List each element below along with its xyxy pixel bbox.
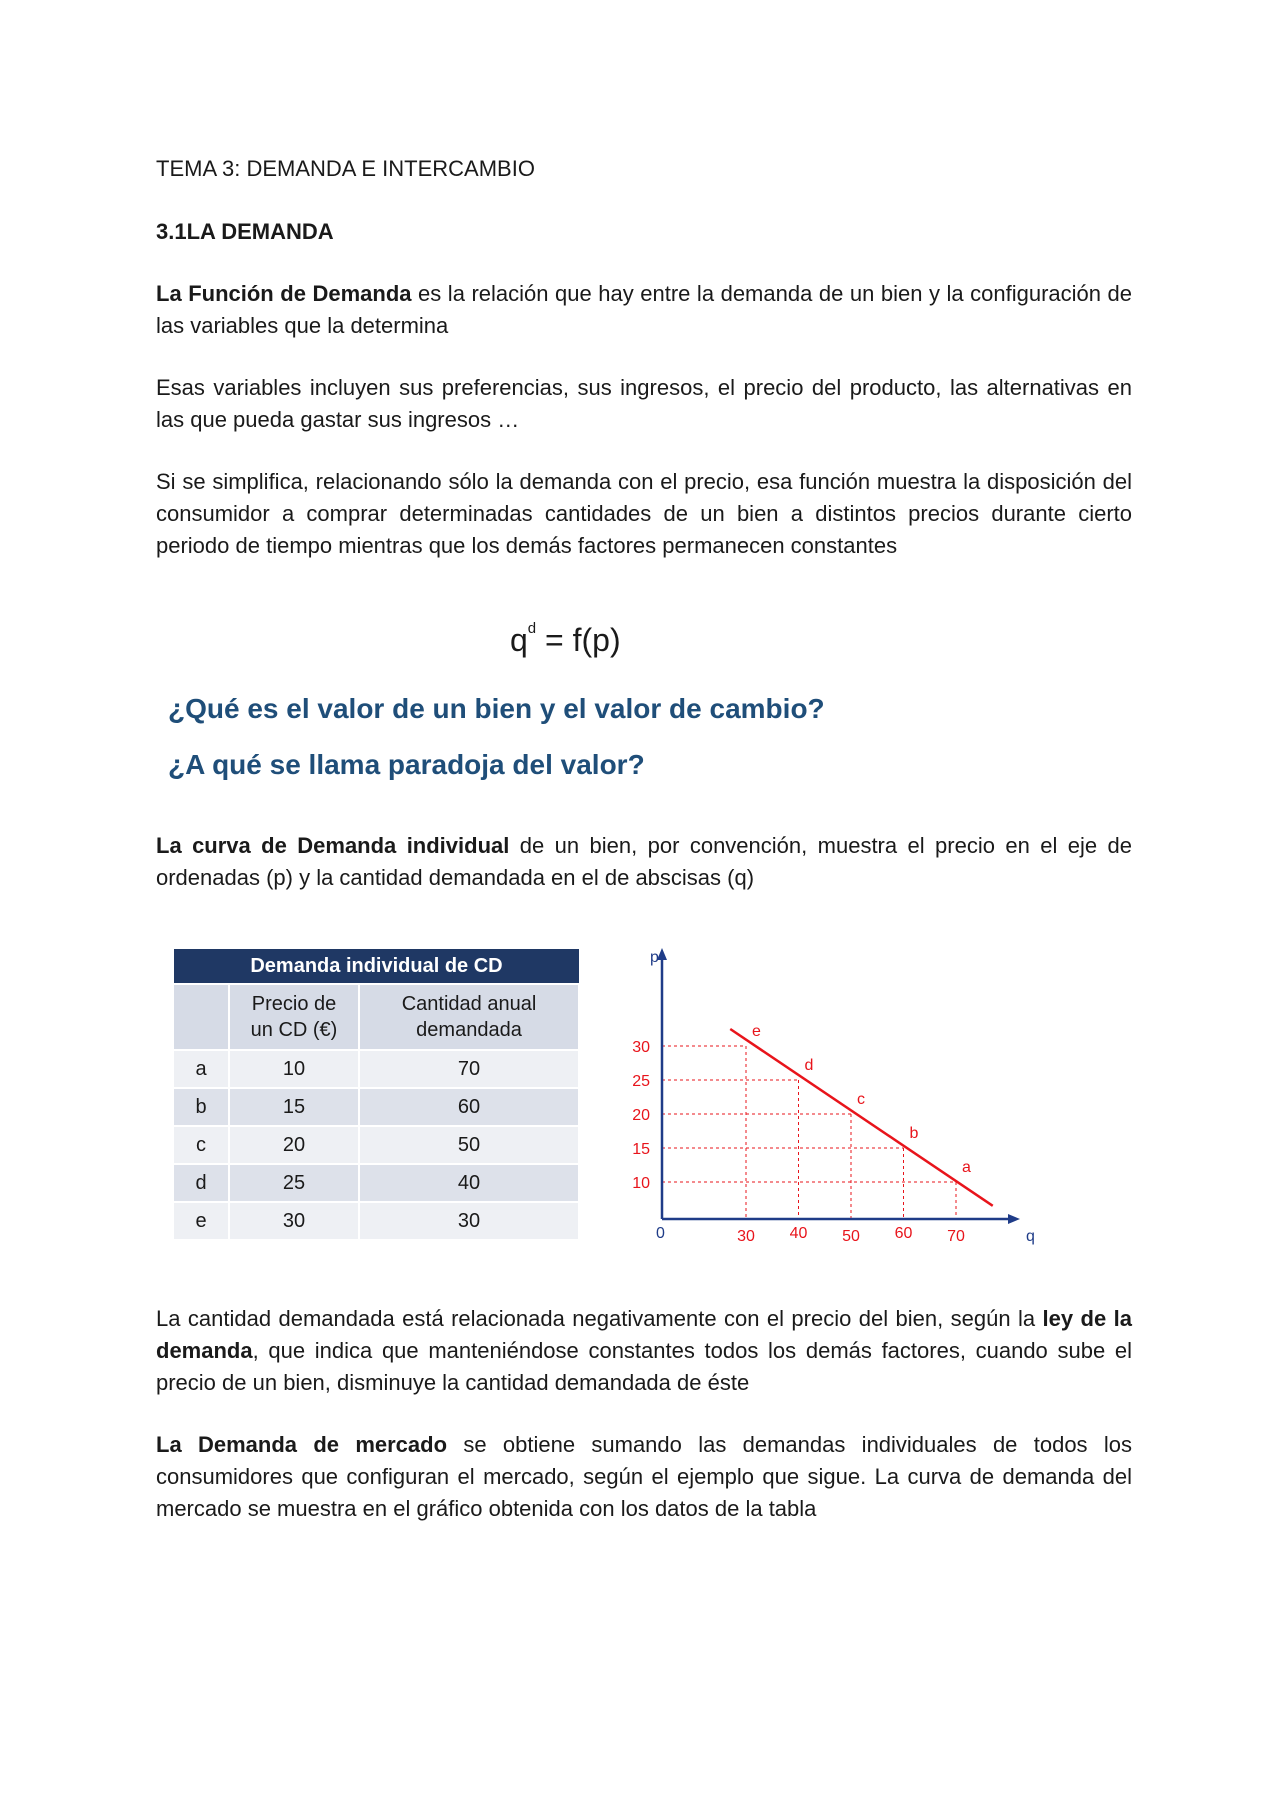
row-label: a	[174, 1050, 229, 1088]
demand-curve-chart	[606, 940, 1036, 1260]
term-individual-curve: La curva de Demanda individual	[156, 833, 510, 858]
paragraph-text: es la relación que hay entre la demanda de un bien y la configuración de las variables que la determina	[156, 281, 1132, 338]
header-price-line2: un CD (€)	[250, 1019, 338, 1041]
y-tick-label: 20	[632, 1107, 650, 1124]
x-axis-arrow	[1008, 1214, 1020, 1224]
table-header-row	[174, 984, 579, 1050]
table-header-empty	[174, 984, 229, 1050]
y-tick-label: 15	[632, 1141, 650, 1158]
paragraph-text: , que indica que manteniéndose constantes todos los demás factores, cuando sube el precio de un bien, disminuye la cantidad demandada de éste	[156, 1338, 1132, 1395]
point-label-b: b	[909, 1125, 919, 1142]
x-tick-label: 30	[737, 1228, 755, 1245]
table-header-price	[229, 984, 359, 1050]
header-qty-line1: Cantidad anual	[401, 993, 537, 1015]
question-value: ¿Qué es el valor de un bien y el valor de cambio?	[168, 693, 825, 724]
paragraph-demand-function	[156, 278, 1132, 342]
row-price: 15	[229, 1088, 359, 1126]
demand-table	[174, 949, 580, 1239]
row-quantity: 30	[359, 1202, 579, 1239]
formula-q: q	[510, 622, 528, 658]
row-price: 10	[229, 1050, 359, 1088]
origin-label: 0	[656, 1225, 665, 1242]
table-row	[174, 1202, 579, 1239]
header-price-line1: Precio de	[251, 993, 337, 1015]
table-header-quantity	[359, 984, 579, 1050]
x-tick-label: 40	[789, 1225, 808, 1242]
table-row	[174, 1088, 579, 1126]
x-tick-label: 60	[894, 1225, 913, 1242]
y-tick-label: 25	[632, 1073, 650, 1090]
row-label: e	[174, 1202, 229, 1239]
formula-rest: = f(p)	[536, 622, 621, 658]
header-qty-line2: demandada	[416, 1019, 522, 1041]
x-axis-label: q	[1026, 1228, 1035, 1245]
paragraph-text: La cantidad demandada está relacionada negativamente con el precio del bien, según la	[156, 1306, 1043, 1331]
row-price: 20	[229, 1126, 359, 1164]
table-caption: Demanda individual de CD	[174, 949, 579, 984]
y-tick-label: 10	[632, 1175, 650, 1192]
row-label: c	[174, 1126, 229, 1164]
point-label-d: d	[804, 1057, 814, 1074]
paragraph-market-demand	[156, 1429, 1132, 1525]
paragraph-law-of-demand	[156, 1303, 1132, 1399]
term-market-demand: La Demanda de mercado	[156, 1432, 448, 1457]
term-demand-function: La Función de Demanda	[156, 281, 412, 306]
x-tick-label: 50	[842, 1228, 860, 1245]
y-tick-label: 30	[632, 1039, 650, 1056]
paragraph-text: se obtiene sumando las demandas individuales de todos los consumidores que configuran el mercado, según el ejemplo que sigue. La curva de demanda del mercado se muestra en el gráfico obtenida con los datos de la tabla	[156, 1432, 1132, 1521]
demand-formula	[510, 622, 621, 659]
row-label: d	[174, 1164, 229, 1202]
paragraph-simplification: Si se simplifica, relacionando sólo la demanda con el precio, esa función muestra la disposición del consumidor a comprar determinadas cantidades de un bien a distintos precios durante cierto periodo de tiempo mientras que los demás factores permanecen constantes	[156, 469, 1132, 558]
x-tick-label: 70	[947, 1228, 965, 1245]
question-paradox: ¿A qué se llama paradoja del valor?	[168, 749, 645, 780]
table-row	[174, 1126, 579, 1164]
demand-curve-line	[730, 1029, 993, 1206]
table-row	[174, 1050, 579, 1088]
row-price: 25	[229, 1164, 359, 1202]
page-title: TEMA 3: DEMANDA E INTERCAMBIO	[156, 156, 535, 181]
y-axis-label: p	[650, 949, 659, 966]
row-price: 30	[229, 1202, 359, 1239]
point-labels	[752, 1023, 971, 1176]
point-label-c: c	[857, 1091, 865, 1108]
row-label: b	[174, 1088, 229, 1126]
paragraph-variables: Esas variables incluyen sus preferencias, sus ingresos, el precio del producto, las alternativas en las que pueda gastar sus ingresos …	[156, 375, 1132, 432]
row-quantity: 60	[359, 1088, 579, 1126]
paragraph-individual-curve	[156, 830, 1132, 894]
row-quantity: 70	[359, 1050, 579, 1088]
point-label-e: e	[752, 1023, 761, 1040]
point-label-a: a	[962, 1159, 971, 1176]
term-law-of-demand: ley de la demanda	[156, 1306, 1132, 1363]
row-quantity: 50	[359, 1126, 579, 1164]
section-heading: 3.1LA DEMANDA	[156, 219, 334, 244]
paragraph-text: de un bien, por convención, muestra el precio en el eje de ordenadas (p) y la cantidad demandada en el de abscisas (q)	[156, 833, 1132, 890]
formula-superscript: d	[527, 620, 537, 638]
row-quantity: 40	[359, 1164, 579, 1202]
table-row	[174, 1164, 579, 1202]
